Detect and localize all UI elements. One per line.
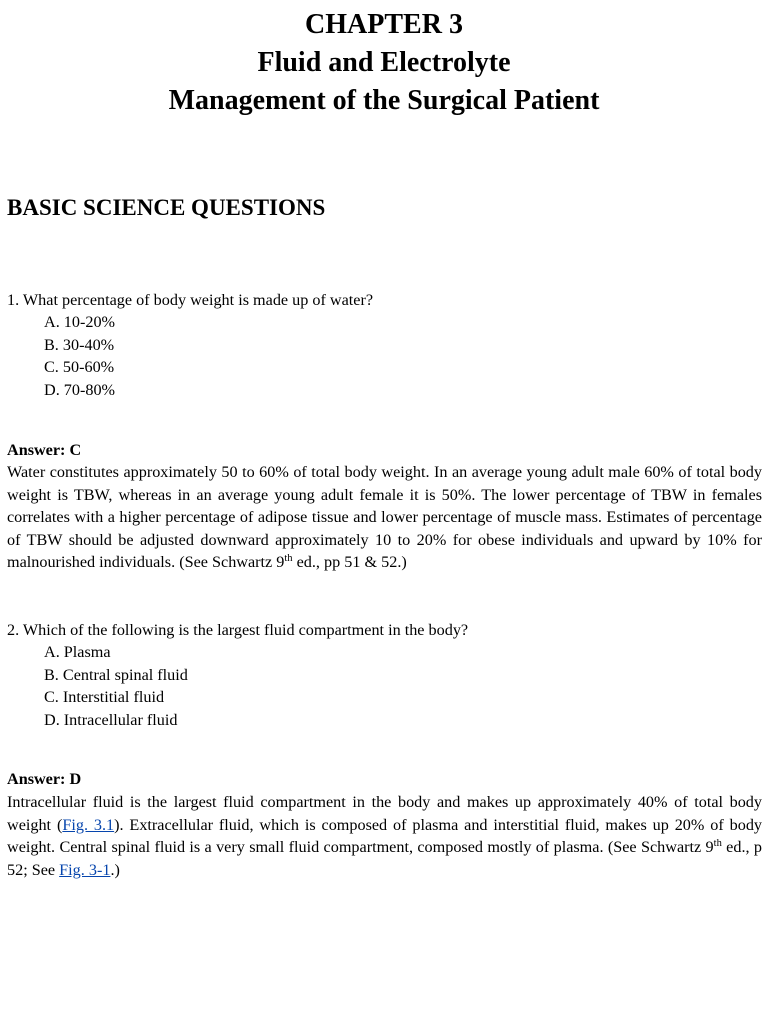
fig-3-1-link-2[interactable]: Fig. 3-1 bbox=[59, 860, 111, 879]
answer-1-explanation bbox=[7, 461, 762, 574]
chapter-title-line2: Management of the Surgical Patient bbox=[168, 85, 600, 116]
option-b: B. Central spinal fluid bbox=[44, 665, 188, 684]
answer-1-label: Answer: C bbox=[7, 441, 82, 459]
answer-2-text-2: ). Extracellular fluid, which is composed of plasma and interstitial fluid, makes up 20% of body weight. Central spinal fluid is a very small fluid compartment, composed mostly of plasma. (See Schwartz 9 bbox=[7, 815, 763, 856]
option-d: D. Intracellular fluid bbox=[44, 710, 178, 729]
answer-1-text-end: ed., pp 51 & 52.) bbox=[292, 553, 407, 571]
answer-2-text-3: ed., p 52; See bbox=[7, 838, 762, 879]
question-1: 1. What percentage of body weight is made up of water? bbox=[7, 291, 374, 309]
question-2-options bbox=[44, 641, 188, 731]
answer-2-label: Answer: D bbox=[7, 770, 82, 788]
option-a: A. 10-20% bbox=[44, 313, 116, 331]
chapter-title-line1: Fluid and Electrolyte bbox=[257, 47, 511, 78]
option-c: C. Interstitial fluid bbox=[44, 688, 165, 706]
option-a: A. Plasma bbox=[44, 643, 111, 661]
answer-2-superscript: th bbox=[713, 838, 722, 849]
chapter-number: CHAPTER 3 bbox=[305, 9, 463, 40]
fig-3-1-link[interactable]: Fig. 3.1 bbox=[62, 815, 115, 834]
option-b: B. 30-40% bbox=[44, 335, 115, 354]
answer-1-superscript: th bbox=[284, 553, 293, 564]
answer-1-text: Water constitutes approximately 50 to 60% of total body weight. In an average young adult male 60% of total body weight is TBW, whereas in an average young adult female it is 50%. The lower percentage of TBW in females correlates with a higher percentage of adipose tissue and lower percentage of muscle mass. Estimates of percentage of TBW should be adjusted downward approximately 10 to 20% for obese individuals and upward by 10% for malnourished individuals. (See Schwartz 9 bbox=[7, 463, 762, 571]
section-title: BASIC SCIENCE QUESTIONS bbox=[7, 195, 326, 220]
answer-2-text-1: Intracellular fluid is the largest fluid compartment in the body and makes up approximately 40% of total body weight ( bbox=[7, 793, 762, 834]
question-2: 2. Which of the following is the largest fluid compartment in the body? bbox=[7, 621, 469, 639]
option-c: C. 50-60% bbox=[44, 358, 115, 376]
answer-2-text-4: .) bbox=[110, 860, 120, 879]
chapter-heading bbox=[0, 6, 768, 120]
answer-2-explanation bbox=[7, 791, 762, 881]
question-1-options bbox=[44, 311, 115, 401]
option-d: D. 70-80% bbox=[44, 380, 116, 399]
